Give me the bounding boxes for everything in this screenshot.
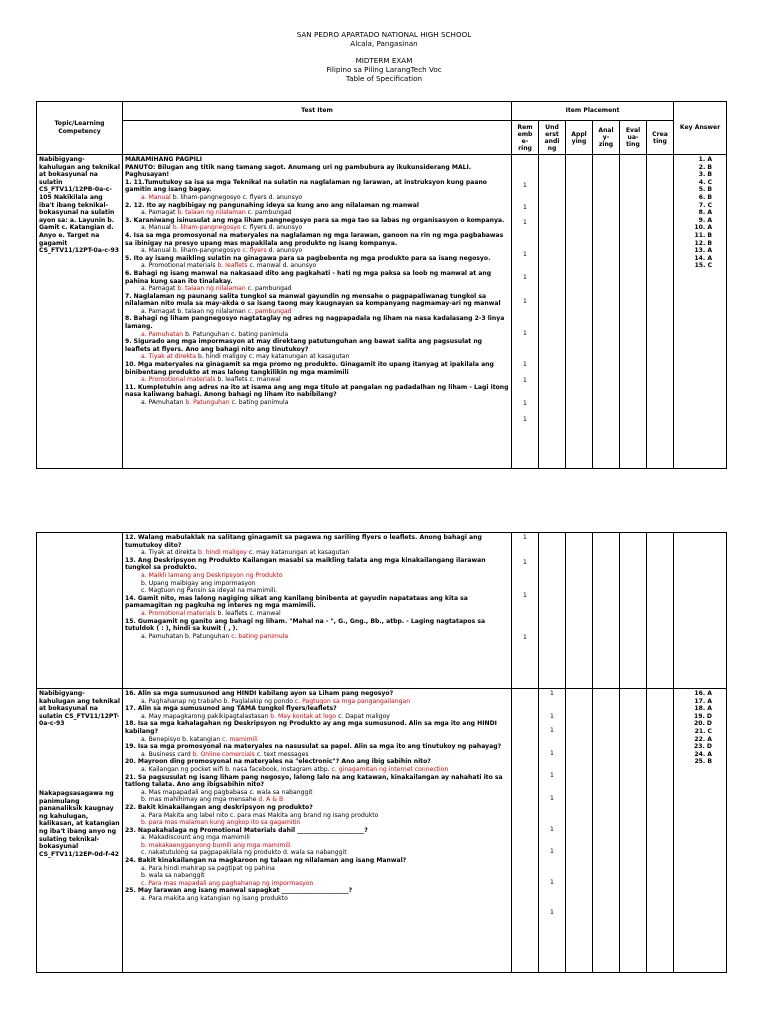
question-stem: 8. Bahagi ng liham pangnegosyo nagtataglay ng adres ng nagpapadala ng liham na nasa kadalasang 2-3 linya lamang. <box>125 315 505 331</box>
question-18 <box>125 720 509 743</box>
mark-q11: 1 <box>523 415 527 423</box>
question-6 <box>125 270 509 293</box>
key-answer: 8. A <box>698 209 713 217</box>
competency-2: Nabibigyang-kahulugan ang teknikal at bokasyunal na sulatin CS_FTV11/12PT-0a-c-93 <box>39 690 120 728</box>
option: a. Makadiscount ang mga mamimili <box>141 834 250 842</box>
exam-title: MIDTERM EXAM <box>355 56 413 65</box>
question-stem: 21. Sa pagsusulat ng isang liham pang negosyo, lalong lalo na ang katawan, kinakailangan ay nahahati ito sa tatlong talata. Ano ang ibigsabihin nito? <box>125 773 503 789</box>
school-header <box>0 30 768 83</box>
key-answer: 20. D <box>694 720 712 728</box>
question-stem: 1. 11.Tumutukoy sa isa sa mga Teknikal na sulatin na naglalaman ng larawan, at instruksyon kung paano gamitin ang isang bagay. <box>125 178 487 194</box>
question-16 <box>125 690 509 705</box>
question-stem: 10. Mga materyales na ginagamit sa mga promo ng produkto. Ginagamit ito upang itanyag at ipakilala ang binibentang produkto at mas lalong tangkilikin ng mga mamimili <box>125 361 494 376</box>
mark-q22: 1 <box>550 825 554 833</box>
correct-option: a. Tiyak at direkta <box>141 353 197 361</box>
key-answer: 3. B <box>698 171 713 179</box>
evaluating-header: Eval ua- ting <box>620 121 647 155</box>
mark-q21: 1 <box>550 794 554 802</box>
question-9 <box>125 338 509 361</box>
mark-q23: 1 <box>550 848 554 856</box>
correct-option: b. liham-pangnegosyo <box>172 224 241 232</box>
question-22 <box>125 804 509 827</box>
mark-q24: 1 <box>550 878 554 886</box>
topic-header: Topic/Learning Competency <box>37 102 123 155</box>
remembering-marks <box>512 155 539 469</box>
question-stem: 9. Sigurado ang mga impormasyon at may direktang patutunguhan ang bawat salita ang pagsusulat ng leaflets at flyers. Ano ang bahagi nito ang tinutukoy? <box>125 338 483 353</box>
option: d. anunsyo <box>268 247 303 255</box>
option: a. Tiyak at direkta <box>141 549 197 557</box>
mark-q1: 1 <box>523 182 527 189</box>
correct-option: a. Maikli lamang ang Deskripsyon ng Produkto <box>141 571 283 579</box>
mark-q16: 1 <box>550 690 554 697</box>
question-stem: 13. Ang Deskripsyon ng Produkto Kailangan masabi sa maikling talata ang mga kinakailangang ilarawan tungkol sa produkto. <box>125 556 486 572</box>
question-23 <box>125 827 509 857</box>
key-answer: 19. D <box>694 712 712 720</box>
question-20 <box>125 758 509 773</box>
correct-option: c. bating panimula <box>231 632 289 640</box>
mark-q19: 1 <box>550 749 554 757</box>
options: c. flyers d. anunsyo <box>242 224 303 232</box>
item-placement-header: Item Placement <box>512 102 674 121</box>
question-stem: 14. Gamit nito, mas lalong nagiging sikat ang kanilang binibenta at gayudin napatataas ang kita sa pamamagitan ng pagkuha ng interes ng mga mamimili. <box>125 594 468 610</box>
specification-table-page-1 <box>36 101 727 469</box>
key-answer: 5. B <box>698 186 713 194</box>
school-location: Alcala, Pangasinan <box>350 39 418 48</box>
option: a. May mapagkarong pakikipagtalastasan <box>141 712 269 720</box>
question-1 <box>125 179 509 202</box>
question-stem: 2. 12. Ito ay nagbibigay ng pangunahing ideya sa kung ano ang nilalaman ng manwal <box>125 201 419 209</box>
question-7 <box>125 293 509 316</box>
option: c. pambungad <box>247 209 292 217</box>
option: b. mas mahihimay ang mga mensahe <box>141 796 257 804</box>
mark-q17: 1 <box>550 712 554 720</box>
key-answer: 7. C <box>698 201 713 209</box>
options: a. Benepisyo b. katangian <box>141 735 221 743</box>
question-8 <box>125 315 509 338</box>
options: b. hindi maligoy c. may katanungan at kasagutan <box>197 353 350 361</box>
applying-header: Appl ying <box>566 121 593 155</box>
correct-option: a. Pamuhatan <box>141 330 184 338</box>
correct-option: c. pambungad <box>247 307 292 315</box>
mark-q10: 1 <box>523 400 527 408</box>
remembering-marks-2 <box>512 533 539 689</box>
question-stem: 15. Gumagamit ng ganito ang bahagi ng liham. "Mahal na - ", G., Gng., Bb., atbp. - Laging nagtatapos sa tutuldok ( : ), hindi sa kuwit ( , ). <box>125 617 486 633</box>
question-10 <box>125 361 509 384</box>
key-answer: 16. A <box>694 690 712 697</box>
correct-option: c. flyers <box>242 247 267 255</box>
correct-option: b. hindi maligoy <box>197 549 247 557</box>
question-stem: 23. Napakahalaga ng Promotional Materials dahil ______________________? <box>125 826 368 834</box>
options: a. Para Makita ang label nito c. para mas Makita ang brand ng isang produkto <box>141 811 379 819</box>
question-stem: 17. Alin sa mga sumusunod ang TAMA tungkol flyers/leaflets? <box>125 705 337 713</box>
document-title: Table of Specification <box>345 74 423 83</box>
test-items-cell-2 <box>123 689 512 973</box>
question-stem: 18. Isa sa mga kahalagahan ng Deskripsyon ng Produkto ay ang mga sumusunod. Alin sa mga ito ang HINDI kabilang? <box>125 720 497 735</box>
question-2 <box>125 202 509 217</box>
option: c. wala sa nabanggit <box>249 788 313 796</box>
correct-option: b. talaan ng nilalaman <box>177 285 246 293</box>
question-stem: 25. May larawan ang isang manwal sapagkat ______________________? <box>125 887 353 895</box>
option: c. Magtuon ng Pansin sa ideyal na mamimili. <box>141 587 278 595</box>
option: c. may katanungan at kasagutan <box>248 549 350 557</box>
question-stem: 11. Kumpletuhin ang adres na ito at isama ang ang mga titulo at pangalan ng padadalhan ng liham - Lagi itong nasa kaliwang bahagi. Anong bahagi ng liham ito nabibilang? <box>125 383 509 399</box>
option: c. bating panimula <box>231 399 289 406</box>
key-answer: 1. A <box>698 156 713 163</box>
question-24 <box>125 857 509 887</box>
question-stem: 5. Ito ay isang maikling sulatin na ginagawa para sa pagbebenta ng mga produkto para sa isang negosyo. <box>125 254 491 262</box>
key-answer: 11. B <box>694 231 713 239</box>
option: a. Para makita ang katangian ng isang produkto <box>141 895 288 903</box>
mark-q13: 1 <box>523 558 527 566</box>
options: c. nakatutulong sa pagpapakilala ng produkto d. wala sa nabanggit <box>141 849 347 857</box>
correct-option: b. para mas malaman kung angkop ito sa gagamitin <box>141 819 301 827</box>
question-19 <box>125 743 509 758</box>
question-stem: 4. Isa sa mga promosyonal na materyales na naglalaman ng mga larawan, ganoon na rin ng mga pagbabawas sa ibinigay na presyo upang mas mapakilala ang produkto ng isang kompanya. <box>125 231 504 247</box>
remembering-header: Rem emb e- ring <box>512 121 539 155</box>
school-name: SAN PEDRO APARTADO NATIONAL HIGH SCHOOL <box>296 30 472 39</box>
question-13 <box>125 557 509 595</box>
understanding-marks <box>539 689 566 973</box>
options: b. leaflets c. manwal <box>217 609 281 617</box>
key-answer-header: Key Answer <box>674 102 727 155</box>
mark-q5: 1 <box>523 274 527 282</box>
test-item-header: Test Item <box>123 102 512 121</box>
creating-header: Crea ting <box>647 121 674 155</box>
question-25 <box>125 887 509 902</box>
option: a. Business card <box>141 750 191 758</box>
options: a. Paghahanap ng trabaho b. Paglalakip ng pondo <box>141 697 293 705</box>
correct-option: b. Online comercials <box>192 750 255 758</box>
section-title: MARAMIHANG PAGPILI <box>125 156 203 163</box>
option: c. text messages <box>256 750 309 758</box>
key-answer: 24. A <box>694 750 712 758</box>
mark-q14: 1 <box>523 592 527 600</box>
mark-q18: 1 <box>550 727 554 735</box>
question-17 <box>125 705 509 720</box>
key-answer: 21. C <box>694 727 712 735</box>
question-stem: 6. Bahagi ng isang manwal na nakasaad dito ang pagkahati - hati ng mga paksa sa loob ng manwal at ang pahina kung saan ito tinalakay. <box>125 269 492 285</box>
option: a. PAmuhatan <box>141 399 184 406</box>
competency-3: Nakapagsasagawa ng panimulang pananaliksik kaugnay ng kahulugan, kalikasan, at katangian ng iba't ibang anyo ng sulating teknikal-bokasyunal CS_FTV11/12EP-0d-f-42 <box>39 789 120 858</box>
option: b. Upang maibigay ang impormasyon <box>141 579 256 587</box>
mark-q7: 1 <box>523 329 527 337</box>
competency-cell: Nabibigyang-kahulugan ang teknikal at bokasyunal na sulatin CS_FTV11/12PB-0a-c-105 Nakikilala ang iba't ibang teknikal-bokasyunal na sulatin ayon sa: a. Layunin b. Gamit c. Katangian d. Anyo e. Target na gagamit CS_FTV11/12PT-0a-c-93 <box>37 155 123 469</box>
key-answer: 12. B <box>694 239 713 247</box>
mark-q20: 1 <box>550 772 554 780</box>
question-stem: 19. Isa sa mga promosyonal na materyales na nasusulat sa papel. Alin sa mga ito ang tinutukoy ng pahayag? <box>125 743 502 751</box>
options: a. Pamuhatan b. Patunguhan <box>141 632 230 640</box>
understanding-header: Und erst andi ng <box>539 121 566 155</box>
key-answer: 13. A <box>694 247 713 255</box>
key-answer: 14. A <box>694 254 713 262</box>
competency-cell-2 <box>37 689 123 973</box>
correct-option: c. Pagtugon sa mga pangangailangan <box>294 697 411 705</box>
key-answers-2 <box>674 689 727 973</box>
options: b. liham-pangnegosyo c. flyers d. anunsyo <box>172 193 303 201</box>
test-items-cell <box>123 155 512 469</box>
mark-q12: 1 <box>523 534 527 541</box>
question-14 <box>125 595 509 618</box>
question-5 <box>125 255 509 270</box>
correct-option: b. talaan ng nilalaman <box>177 209 246 217</box>
question-15 <box>125 618 509 641</box>
option: a. Promotional materials <box>141 262 216 270</box>
correct-option: a. Promotional materials <box>141 376 216 384</box>
mark-q9: 1 <box>523 376 527 384</box>
key-answer: 4. C <box>698 178 713 186</box>
test-items-cell <box>123 533 512 689</box>
options: a. Manual b. liham-pangnegosyo <box>141 247 241 255</box>
correct-option: c. ginagamitan ng internet connection <box>331 765 449 773</box>
correct-option: a. Promotional materials <box>141 609 216 617</box>
option: a. Mas mapapadali ang pagbabasa <box>141 788 248 796</box>
mark-q15: 1 <box>523 633 527 641</box>
options: b. Patunguhan c. bating panimula <box>185 330 289 338</box>
question-stem: 16. Alin sa mga sumusunod ang HINDI kabilang ayon sa Liham pang negosyo? <box>125 690 394 697</box>
correct-option: b. leaflets <box>217 262 248 270</box>
question-11 <box>125 384 509 407</box>
mark-q25: 1 <box>550 909 554 917</box>
key-answer: 9. A <box>698 216 713 224</box>
question-stem: 12. Walang mabulaklak na salitang ginagamit sa pagawa ng sariling flyers o leaflets. Anong bahagi ang tumutukoy dito? <box>125 534 482 549</box>
key-answer: 25. B <box>694 758 712 766</box>
key-answer: 22. A <box>694 735 712 743</box>
question-stem: 7. Naglalaman ng paunang salita tungkol sa manwal gayundin ng mensahe o pagpapaliwanag tungkol sa nilalaman nito mula sa may-akda o sa isang taong may kaugnayan sa kompanyang nagmamay-ari ng manwal <box>125 292 501 308</box>
key-answer: 6. B <box>698 193 713 201</box>
mark-q3: 1 <box>523 219 527 227</box>
option: a. Pamagat <box>141 209 176 217</box>
question-stem: 20. Mayroon ding promosyonal na materyales na "electronic"? Ano ang ibig sabihin nito? <box>125 758 431 766</box>
correct-option: b. makakaengganyong bumili ang mga mamimili <box>141 841 291 849</box>
mark-q4: 1 <box>523 250 527 258</box>
options: b. leaflets c. manwal <box>217 376 281 384</box>
question-3 <box>125 217 509 232</box>
question-12 <box>125 534 509 557</box>
key-answer: 18. A <box>694 705 712 713</box>
question-stem: 24. Bakit kinakailangan na magkaroon ng talaan ng nilalaman ang isang Manwal? <box>125 857 407 865</box>
analyzing-header: Anal y- zing <box>593 121 620 155</box>
question-stem: 22. Bakit kinakailangan ang deskripsyon ng produkto? <box>125 803 313 811</box>
question-4 <box>125 232 509 255</box>
options: c. manwal d. anunsyo <box>249 262 317 270</box>
option: c. Dapat maligoy <box>338 712 390 720</box>
question-stem: 3. Karaniwang isinusulat ang mga liham pangnegosyo para sa mga tao sa labas ng organisasyon o kompanya. <box>125 216 505 224</box>
option: c. pambungad <box>247 285 292 293</box>
correct-option: c. mamimili <box>222 735 258 743</box>
options: a. Kailangan ng pocket wifi b. nasa facebook, instagram atbp. <box>141 765 330 773</box>
options: a. Pamagat b. talaan ng nilalaman <box>141 307 246 315</box>
mark-q2: 1 <box>523 203 527 211</box>
instructions: PANUTO: Bilugan ang titik nang tamang sagot. Anumang uri ng pambubura ay ikukunsiderang MALI. Paghusayan! <box>125 163 472 179</box>
key-answer: 23. D <box>694 743 712 751</box>
mark-q8: 1 <box>523 361 527 369</box>
key-answers-1 <box>674 155 727 469</box>
option: a. Para hindi mahirap sa pagtipat ng pahina <box>141 864 275 872</box>
key-answer: 15. C <box>694 262 713 270</box>
correct-option: b. May kontak at logo <box>270 712 337 720</box>
specification-table-page-2 <box>36 532 727 973</box>
correct-option: a. Manual <box>141 193 171 201</box>
question-21 <box>125 774 509 804</box>
key-answer: 2. B <box>698 163 713 171</box>
mark-q6: 1 <box>523 297 527 305</box>
correct-option: b. Patunguhan <box>185 399 230 406</box>
option: b. wala sa nabanggit <box>141 872 205 880</box>
correct-option: d. A & B <box>258 796 284 804</box>
subject-title: Filipino sa Piling LarangTech Voc <box>326 65 442 74</box>
option: a. Pamagat <box>141 285 176 293</box>
key-answer: 10. A <box>694 224 713 232</box>
correct-option: c. Para mas mapadali ang paghahanap ng impormasyon <box>141 879 314 887</box>
key-answer: 17. A <box>694 697 712 705</box>
option: a. Manual <box>141 224 171 232</box>
